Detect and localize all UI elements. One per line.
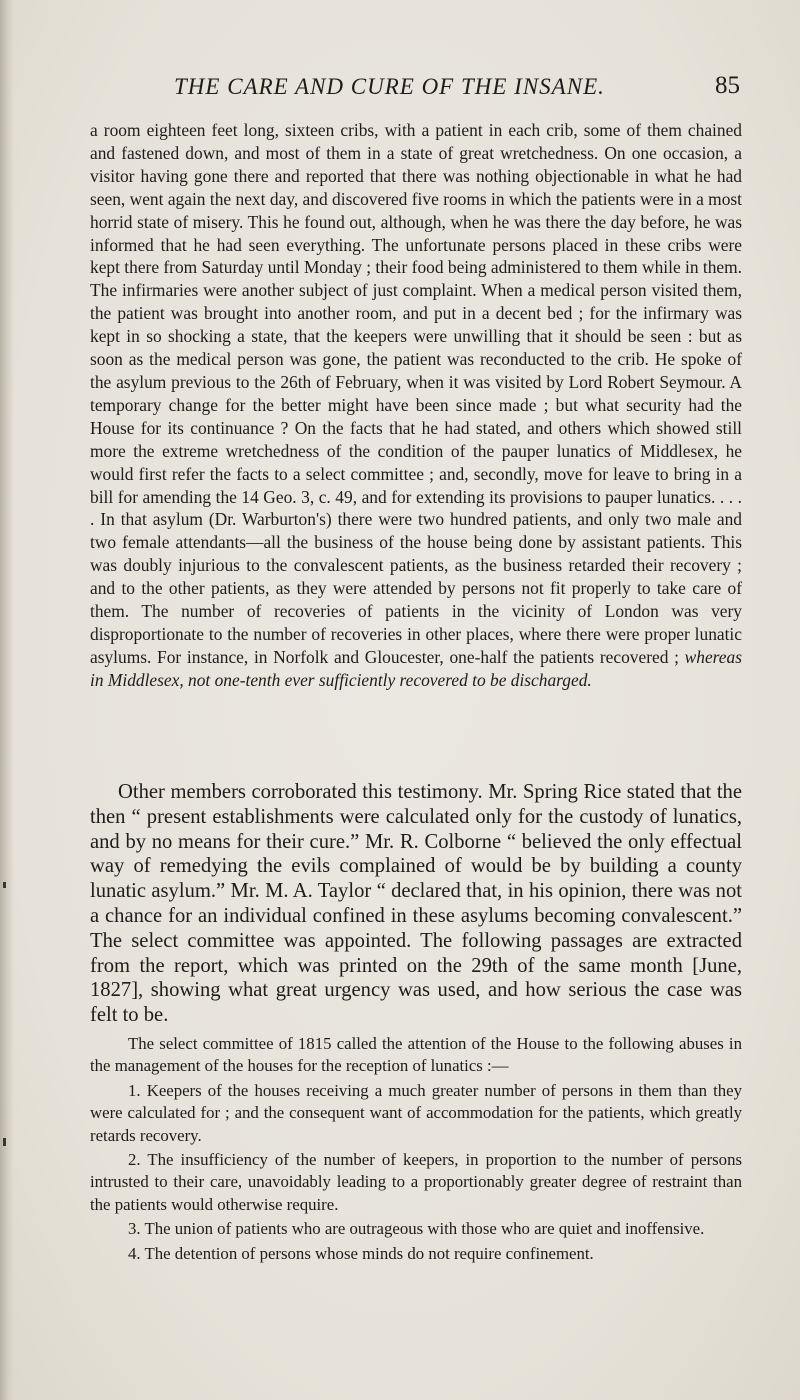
report-item-4: 4. The detention of persons whose minds do not require confinement. [128,1243,594,1263]
speech-text-roman: a room eighteen feet long, sixteen cribs, with a patient in each crib, some of them chained and fastened down, and most of them in a state of great wretchedness. On one occasion, a visitor having gone there and reported that there was nothing objectionable in what he had seen, went again the next day, and discovered five rooms in which the patients were in a most horrid state of misery. This he found out, although, when he was there the day before, he was informed that he had seen everything. The unfortunate persons placed in these cribs were kept there from Saturday until Monday ; their food being administered to them while in them. The infirmaries were another subject of just complaint. When a medical person visited them, the patient was brought into another room, and put in a decent bed ; for the infirmary was kept in so shocking a state, that the keepers were unwilling that it should be seen : but as soon as the medical person was gone, the patient was reconducted to the crib. He spoke of the asylum previous to the 26th of February, when it was visited by Lord Robert Seymour. A temporary change for the better might have been since made ; but what security had the House for its continuance ? On the facts that he had stated, and others which showed still more the extreme wretchedness of the condition of the pauper lunatics of Middlesex, he would first refer the facts to a select committee ; and, secondly, move for leave to bring in a bill for amending the 14 Geo. 3, c. 49, and for extending its provisions to pauper lunatics. . . . . In that asylum (Dr. Warburton's) there were two hundred patients, and only two male and two female attendants—all the business of the house being done by assistant patients. This was doubly injurious to the convalescent patients, as the business retarded their recovery ; and to the other patients, as they were attended by persons not fit properly to take care of them. The number of recoveries of patients in the vicinity of London was very disproportionate to the number of recoveries in other places, where there were proper lunatic asylums. For instance, in Norfolk and Gloucester, one-half the patients recovered ; [90,120,743,667]
margin-speck [3,1138,6,1146]
quoted-speech-paragraph [90,119,742,692]
report-item-2: 2. The insufficiency of the number of keepers, in proportion to the number of persons intrusted to their care, unavoidably leading to a proportionably greater degree of restraint than the patients would otherwise require. [90,1150,742,1214]
page-header [90,70,740,110]
report-item-3: 3. The union of patients who are outrageous with those who are quiet and inoffensive. [128,1219,705,1239]
margin-speck [3,882,6,888]
page-number: 85 [715,72,740,99]
page-spine-shadow [0,0,14,1400]
running-title: THE CARE AND CURE OF THE INSANE. [174,74,605,99]
commentary-paragraph: Other members corroborated this testimony. Mr. Spring Rice stated that the then “ present establishments were calculated only for the custody of lunatics, and by no means for their cure.” Mr. R. Colborne “ believed the only effectual way of remedying the evils complained of would be by building a county lunatic asylum.” Mr. M. A. Taylor “ declared that, in his opinion, there was not a chance for an individual confined in these asylums becoming convalescent.” The select committee was appointed. The following passages are extracted from the report, which was printed on the 29th of the same month [June, 1827], showing what great urgency was used, and how serious the case was felt to be. [90,781,742,1027]
speech-text-italic: whereas in Middlesex, not one-tenth ever sufficiently recovered to be discharged. [90,646,742,690]
speech-text [90,119,742,692]
report-item-1: 1. Keepers of the houses receiving a much greater number of persons in them than they were calculated for ; and the consequent want of accommodation for the patients, which greatly retards recovery. [90,1080,742,1145]
committee-report-extract [90,1033,742,1265]
report-intro: The select committee of 1815 called the attention of the House to the following abuses in the management of the houses for the reception of lunatics :— [90,1034,742,1076]
